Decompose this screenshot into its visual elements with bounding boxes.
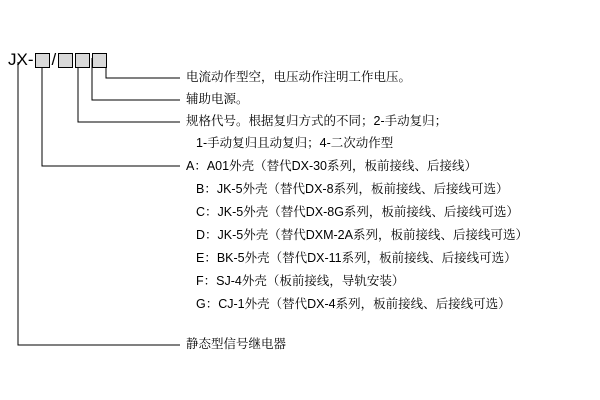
annotation-case-d: D：JK-5外壳（替代DXM-2A系列，板前接线、后接线可选） <box>196 228 528 242</box>
code-prefix: JX- <box>8 50 34 69</box>
product-code <box>8 50 108 70</box>
annotation-case-f: F：SJ-4外壳（板前接线，导轨安装） <box>196 274 405 288</box>
code-box-3 <box>75 53 90 68</box>
annotation-case-b: B：JK-5外壳（替代DX-8系列，板前接线、后接线可选） <box>196 182 509 196</box>
annotation-aux-power: 辅助电源。 <box>186 92 249 106</box>
annotation-current-voltage: 电流动作型空，电压动作注明工作电压。 <box>186 70 412 84</box>
annotation-case-e: E：BK-5外壳（替代DX-11系列，板前接线、后接线可选） <box>196 251 517 265</box>
annotation-case-c: C：JK-5外壳（替代DX-8G系列，板前接线、后接线可选） <box>196 205 519 219</box>
code-separator: / <box>51 50 57 69</box>
annotation-spec-code-cont: 1-手动复归且动复归；4-二次动作型 <box>196 136 394 150</box>
code-box-4 <box>92 53 107 68</box>
code-box-2 <box>58 53 73 68</box>
annotation-case-g: G：CJ-1外壳（替代DX-4系列，板前接线、后接线可选） <box>196 297 511 311</box>
annotation-product-name: 静态型信号继电器 <box>186 337 287 351</box>
code-box-1 <box>35 53 50 68</box>
annotation-case-a: A：A01外壳（替代DX-30系列，板前接线、后接线） <box>186 159 478 173</box>
annotation-spec-code: 规格代号。根据复归方式的不同；2-手动复归； <box>186 114 448 128</box>
